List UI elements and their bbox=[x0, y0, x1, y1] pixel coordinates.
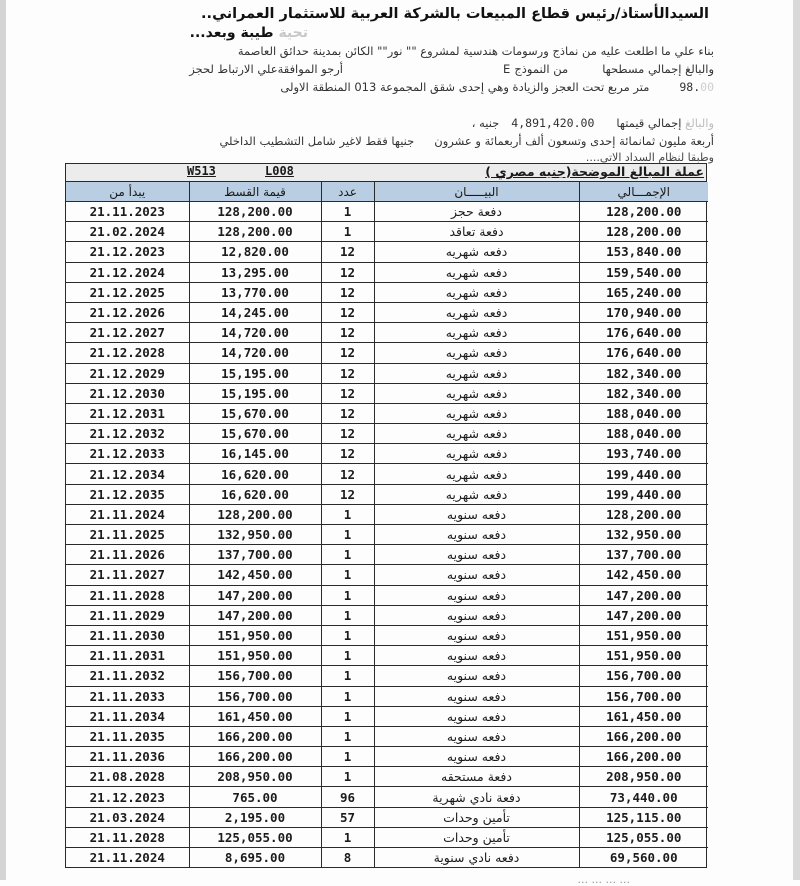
area-value: 98.00 bbox=[679, 80, 714, 94]
installment-value-cell: 156,700.00 bbox=[189, 666, 321, 686]
description-cell: دفعه شهريه bbox=[374, 363, 579, 383]
table-row bbox=[66, 323, 708, 343]
count-cell: 1 bbox=[321, 565, 374, 585]
payment-schedule-table bbox=[65, 163, 707, 868]
description-cell: دفعه سنويه bbox=[374, 625, 579, 645]
count-cell: 1 bbox=[321, 666, 374, 686]
description-cell: دفعه سنويه bbox=[374, 585, 579, 605]
total-cell: 182,340.00 bbox=[579, 363, 708, 383]
description-cell: دفعة حجز bbox=[374, 202, 579, 222]
start-date-cell: 21.11.2035 bbox=[66, 726, 189, 746]
total-in-words bbox=[219, 134, 714, 148]
table-row bbox=[66, 504, 708, 524]
start-date-cell: 21.12.2027 bbox=[66, 323, 189, 343]
total-cell: 182,340.00 bbox=[579, 383, 708, 403]
table-row bbox=[66, 545, 708, 565]
page-edge-right bbox=[793, 0, 800, 880]
table-row bbox=[66, 444, 708, 464]
start-date-cell: 21.02.2024 bbox=[66, 222, 189, 242]
col-header-installment-value: قيمة القسط bbox=[189, 182, 321, 202]
total-cell: 188,040.00 bbox=[579, 424, 708, 444]
description-cell: دفعة مستحقه bbox=[374, 767, 579, 787]
start-date-cell: 21.12.2023 bbox=[66, 787, 189, 807]
total-cell: 128,200.00 bbox=[579, 222, 708, 242]
greeting-text: طيبة وبعد... bbox=[189, 25, 279, 41]
total-prefix: والبالغ bbox=[685, 116, 714, 130]
footer-partial-text: ... ... ... ... bbox=[577, 873, 630, 886]
total-cell: 166,200.00 bbox=[579, 726, 708, 746]
schedule-grid bbox=[66, 182, 708, 867]
description-cell: دفعه شهريه bbox=[374, 242, 579, 262]
total-in-words-part-1: أربعة مليون ثمانمائة إحدى وتسعون ألف أربعمائة و عشرون bbox=[434, 134, 714, 148]
count-cell: 12 bbox=[321, 403, 374, 423]
description-cell: دفعه سنويه bbox=[374, 646, 579, 666]
total-cell: 188,040.00 bbox=[579, 403, 708, 423]
installment-value-cell: 147,200.00 bbox=[189, 585, 321, 605]
installment-value-cell: 16,620.00 bbox=[189, 484, 321, 504]
total-cell: 128,200.00 bbox=[579, 504, 708, 524]
count-cell: 1 bbox=[321, 686, 374, 706]
description-cell: دفعه شهريه bbox=[374, 262, 579, 282]
start-date-cell: 21.11.2028 bbox=[66, 827, 189, 847]
table-row bbox=[66, 807, 708, 827]
installment-value-cell: 128,200.00 bbox=[189, 504, 321, 524]
description-cell: دفعه شهريه bbox=[374, 403, 579, 423]
count-cell: 1 bbox=[321, 545, 374, 565]
table-row bbox=[66, 827, 708, 847]
count-cell: 1 bbox=[321, 706, 374, 726]
description-cell: دفعه سنويه bbox=[374, 525, 579, 545]
description-cell: دفعه شهريه bbox=[374, 424, 579, 444]
start-date-cell: 21.11.2031 bbox=[66, 646, 189, 666]
table-row bbox=[66, 787, 708, 807]
start-date-cell: 21.11.2027 bbox=[66, 565, 189, 585]
unit-code-w: W513 bbox=[187, 164, 216, 178]
description-cell: دفعه شهريه bbox=[374, 484, 579, 504]
count-cell: 12 bbox=[321, 424, 374, 444]
description-cell: دفعه سنويه bbox=[374, 706, 579, 726]
count-cell: 12 bbox=[321, 282, 374, 302]
description-cell: دفعه شهريه bbox=[374, 464, 579, 484]
table-row bbox=[66, 605, 708, 625]
count-cell: 12 bbox=[321, 242, 374, 262]
table-row bbox=[66, 767, 708, 787]
start-date-cell: 21.11.2033 bbox=[66, 686, 189, 706]
total-cell: 159,540.00 bbox=[579, 262, 708, 282]
installment-value-cell: 765.00 bbox=[189, 787, 321, 807]
count-cell: 12 bbox=[321, 484, 374, 504]
installment-value-cell: 15,195.00 bbox=[189, 383, 321, 403]
start-date-cell: 21.11.2023 bbox=[66, 202, 189, 222]
count-cell: 1 bbox=[321, 222, 374, 242]
installment-value-cell: 13,770.00 bbox=[189, 282, 321, 302]
description-cell: تأمين وحدات bbox=[374, 827, 579, 847]
installment-value-cell: 15,670.00 bbox=[189, 403, 321, 423]
paragraph-line-2-part-c: والبالغ إجمالي مسطحها bbox=[602, 62, 714, 76]
total-amount: 4,891,420.00 bbox=[511, 116, 595, 130]
installment-value-cell: 16,145.00 bbox=[189, 444, 321, 464]
description-cell: دفعه سنويه bbox=[374, 504, 579, 524]
count-cell: 12 bbox=[321, 444, 374, 464]
start-date-cell: 21.12.2028 bbox=[66, 343, 189, 363]
payment-system-line: وطبقا لنظام السداد الاتي.... bbox=[585, 151, 714, 164]
table-row bbox=[66, 726, 708, 746]
start-date-cell: 21.11.2029 bbox=[66, 605, 189, 625]
description-cell: دفعه سنويه bbox=[374, 565, 579, 585]
paragraph-line-2-part-a: أرجو الموافقةعلي الارتباط لحجز bbox=[189, 62, 343, 76]
count-cell: 12 bbox=[321, 363, 374, 383]
installment-value-cell: 156,700.00 bbox=[189, 686, 321, 706]
col-header-total: الإجمـــالي bbox=[579, 182, 708, 202]
total-cell: 125,055.00 bbox=[579, 827, 708, 847]
total-cell: 153,840.00 bbox=[579, 242, 708, 262]
total-cell: 73,440.00 bbox=[579, 787, 708, 807]
start-date-cell: 21.12.2033 bbox=[66, 444, 189, 464]
count-cell: 1 bbox=[321, 625, 374, 645]
paragraph-line-3-text: متر مربع تحت العجز والزيادة وهي إحدى شقق المجموعة 013 المنطقة الاولى bbox=[280, 80, 650, 94]
description-cell: دفعه سنويه bbox=[374, 605, 579, 625]
table-row bbox=[66, 262, 708, 282]
table-row bbox=[66, 464, 708, 484]
paragraph-line-2 bbox=[189, 62, 714, 76]
installment-value-cell: 132,950.00 bbox=[189, 525, 321, 545]
installment-value-cell: 15,670.00 bbox=[189, 424, 321, 444]
total-cell: 176,640.00 bbox=[579, 343, 708, 363]
count-cell: 12 bbox=[321, 383, 374, 403]
start-date-cell: 21.11.2034 bbox=[66, 706, 189, 726]
table-row bbox=[66, 424, 708, 444]
count-cell: 1 bbox=[321, 605, 374, 625]
col-header-description: البيـــــان bbox=[374, 182, 579, 202]
start-date-cell: 21.08.2028 bbox=[66, 767, 189, 787]
table-row bbox=[66, 747, 708, 767]
table-row bbox=[66, 666, 708, 686]
count-cell: 1 bbox=[321, 726, 374, 746]
table-row bbox=[66, 706, 708, 726]
table-row bbox=[66, 848, 708, 868]
installment-value-cell: 14,720.00 bbox=[189, 343, 321, 363]
table-row bbox=[66, 403, 708, 423]
count-cell: 12 bbox=[321, 262, 374, 282]
greeting-faded: تحية bbox=[278, 25, 308, 41]
total-cell: 176,640.00 bbox=[579, 323, 708, 343]
count-cell: 96 bbox=[321, 787, 374, 807]
table-row bbox=[66, 686, 708, 706]
installment-value-cell: 8,695.00 bbox=[189, 848, 321, 868]
count-cell: 1 bbox=[321, 767, 374, 787]
total-cell: 199,440.00 bbox=[579, 484, 708, 504]
installment-value-cell: 128,200.00 bbox=[189, 202, 321, 222]
table-caption-row bbox=[66, 164, 706, 182]
installment-value-cell: 137,700.00 bbox=[189, 545, 321, 565]
start-date-cell: 21.12.2035 bbox=[66, 484, 189, 504]
total-cell: 161,450.00 bbox=[579, 706, 708, 726]
total-cell: 165,240.00 bbox=[579, 282, 708, 302]
start-date-cell: 21.11.2036 bbox=[66, 747, 189, 767]
total-cell: 199,440.00 bbox=[579, 464, 708, 484]
count-cell: 12 bbox=[321, 302, 374, 322]
installment-value-cell: 14,245.00 bbox=[189, 302, 321, 322]
total-cell: 208,950.00 bbox=[579, 767, 708, 787]
unit-code-l: L008 bbox=[265, 164, 294, 178]
installment-value-cell: 166,200.00 bbox=[189, 747, 321, 767]
total-cell: 147,200.00 bbox=[579, 585, 708, 605]
description-cell: دفعه سنويه bbox=[374, 686, 579, 706]
total-label: إجمالي قيمتها bbox=[616, 116, 682, 130]
start-date-cell: 21.03.2024 bbox=[66, 807, 189, 827]
installment-value-cell: 15,195.00 bbox=[189, 363, 321, 383]
description-cell: دفعه سنويه bbox=[374, 545, 579, 565]
start-date-cell: 21.12.2031 bbox=[66, 403, 189, 423]
start-date-cell: 21.12.2026 bbox=[66, 302, 189, 322]
start-date-cell: 21.12.2034 bbox=[66, 464, 189, 484]
total-cell: 147,200.00 bbox=[579, 605, 708, 625]
total-currency: جنيه ، bbox=[471, 116, 500, 130]
count-cell: 12 bbox=[321, 343, 374, 363]
description-cell: دفعه شهريه bbox=[374, 302, 579, 322]
start-date-cell: 21.12.2025 bbox=[66, 282, 189, 302]
count-cell: 8 bbox=[321, 848, 374, 868]
total-in-words-part-2: جنيها فقط لاغير شامل التشطيب الداخلي bbox=[219, 134, 415, 148]
start-date-cell: 21.11.2028 bbox=[66, 585, 189, 605]
letter-salutation: السيدالأستاذ/رئيس قطاع المبيعات بالشركة العربية للاستثمار العمراني.. bbox=[201, 6, 709, 22]
start-date-cell: 21.11.2032 bbox=[66, 666, 189, 686]
table-body bbox=[66, 202, 708, 868]
start-date-cell: 21.11.2026 bbox=[66, 545, 189, 565]
installment-value-cell: 147,200.00 bbox=[189, 605, 321, 625]
table-row bbox=[66, 484, 708, 504]
total-cell: 142,450.00 bbox=[579, 565, 708, 585]
count-cell: 12 bbox=[321, 323, 374, 343]
installment-value-cell: 12,820.00 bbox=[189, 242, 321, 262]
start-date-cell: 21.12.2029 bbox=[66, 363, 189, 383]
paragraph-line-1: بناء علي ما اطلعت عليه من نماذج ورسومات هندسية لمشروع "" نور"" الكائن بمدينة حدائق العاصمة bbox=[237, 44, 714, 58]
table-row bbox=[66, 282, 708, 302]
start-date-cell: 21.11.2024 bbox=[66, 848, 189, 868]
count-cell: 1 bbox=[321, 585, 374, 605]
description-cell: دفعة نادي شهرية bbox=[374, 787, 579, 807]
description-cell: دفعه سنويه bbox=[374, 747, 579, 767]
start-date-cell: 21.12.2024 bbox=[66, 262, 189, 282]
count-cell: 1 bbox=[321, 202, 374, 222]
table-row bbox=[66, 646, 708, 666]
installment-value-cell: 13,295.00 bbox=[189, 262, 321, 282]
installment-value-cell: 161,450.00 bbox=[189, 706, 321, 726]
installment-value-cell: 2,195.00 bbox=[189, 807, 321, 827]
start-date-cell: 21.11.2024 bbox=[66, 504, 189, 524]
count-cell: 1 bbox=[321, 827, 374, 847]
start-date-cell: 21.12.2030 bbox=[66, 383, 189, 403]
table-row bbox=[66, 565, 708, 585]
description-cell: دفعه شهريه bbox=[374, 383, 579, 403]
total-cell: 166,200.00 bbox=[579, 747, 708, 767]
description-cell: تأمين وحدات bbox=[374, 807, 579, 827]
start-date-cell: 21.11.2030 bbox=[66, 625, 189, 645]
installment-value-cell: 166,200.00 bbox=[189, 726, 321, 746]
total-cell: 156,700.00 bbox=[579, 666, 708, 686]
col-header-count: عدد bbox=[321, 182, 374, 202]
total-cell: 137,700.00 bbox=[579, 545, 708, 565]
table-row bbox=[66, 363, 708, 383]
table-row bbox=[66, 343, 708, 363]
description-cell: دفعه سنويه bbox=[374, 666, 579, 686]
installment-value-cell: 128,200.00 bbox=[189, 222, 321, 242]
installment-value-cell: 14,720.00 bbox=[189, 323, 321, 343]
installment-value-cell: 151,950.00 bbox=[189, 646, 321, 666]
table-row bbox=[66, 202, 708, 222]
installment-value-cell: 142,450.00 bbox=[189, 565, 321, 585]
count-cell: 1 bbox=[321, 525, 374, 545]
total-cell: 69,560.00 bbox=[579, 848, 708, 868]
start-date-cell: 21.11.2025 bbox=[66, 525, 189, 545]
count-cell: 1 bbox=[321, 504, 374, 524]
count-cell: 1 bbox=[321, 646, 374, 666]
total-cell: 193,740.00 bbox=[579, 444, 708, 464]
description-cell: دفعه شهريه bbox=[374, 323, 579, 343]
total-cell: 170,940.00 bbox=[579, 302, 708, 322]
table-row bbox=[66, 625, 708, 645]
total-cell: 132,950.00 bbox=[579, 525, 708, 545]
table-row bbox=[66, 525, 708, 545]
table-row bbox=[66, 585, 708, 605]
start-date-cell: 21.12.2023 bbox=[66, 242, 189, 262]
total-cell: 151,950.00 bbox=[579, 625, 708, 645]
col-header-start-date: يبدأ من bbox=[66, 182, 189, 202]
count-cell: 57 bbox=[321, 807, 374, 827]
description-cell: دفعة تعاقد bbox=[374, 222, 579, 242]
page-edge-left bbox=[0, 0, 6, 880]
table-row bbox=[66, 383, 708, 403]
installment-value-cell: 151,950.00 bbox=[189, 625, 321, 645]
currency-caption: عملة المبالغ الموضحة(جنيه مصري ) bbox=[485, 164, 704, 179]
total-cell: 156,700.00 bbox=[579, 686, 708, 706]
count-cell: 1 bbox=[321, 747, 374, 767]
table-header-row bbox=[66, 182, 708, 202]
installment-value-cell: 16,620.00 bbox=[189, 464, 321, 484]
total-cell: 151,950.00 bbox=[579, 646, 708, 666]
total-cell: 128,200.00 bbox=[579, 202, 708, 222]
installment-value-cell: 125,055.00 bbox=[189, 827, 321, 847]
description-cell: دفعه شهريه bbox=[374, 444, 579, 464]
paragraph-line-2-part-b: من النموذج E bbox=[503, 62, 569, 76]
description-cell: دفعه سنويه bbox=[374, 726, 579, 746]
paragraph-line-3 bbox=[280, 80, 714, 94]
count-cell: 12 bbox=[321, 464, 374, 484]
table-row bbox=[66, 242, 708, 262]
letter-greeting bbox=[190, 25, 308, 41]
installment-value-cell: 208,950.00 bbox=[189, 767, 321, 787]
table-row bbox=[66, 222, 708, 242]
start-date-cell: 21.12.2032 bbox=[66, 424, 189, 444]
description-cell: دفعه نادي سنوية bbox=[374, 848, 579, 868]
table-row bbox=[66, 302, 708, 322]
total-cell: 125,115.00 bbox=[579, 807, 708, 827]
total-value-line bbox=[472, 116, 714, 130]
description-cell: دفعه شهريه bbox=[374, 282, 579, 302]
description-cell: دفعه شهريه bbox=[374, 343, 579, 363]
